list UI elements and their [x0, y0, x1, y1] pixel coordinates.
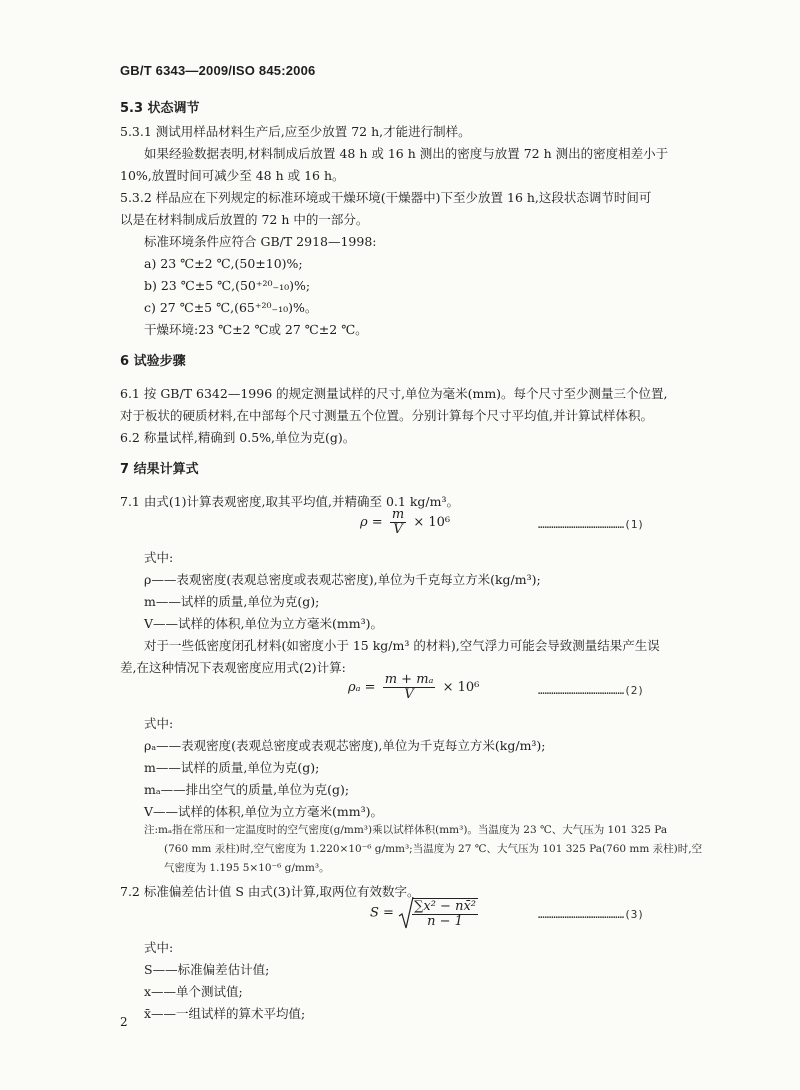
formula-3-denominator: n − 1	[427, 913, 463, 929]
text-line-s531b: 如果经验数据表明,材料制成后放置 48 h 或 16 h 测出的密度与放置 72 h 测出的密度相差小于	[144, 146, 669, 161]
text-line-d3c: x̄——一组试样的算术平均值;	[144, 1006, 306, 1021]
formula-2-denominator: V	[404, 687, 414, 702]
text-line-s532cc: c) 27 ℃±5 ℃,(65⁺²⁰₋₁₀)%。	[144, 300, 318, 315]
text-line-s61b: 对于板状的硬质材料,在中部每个尺寸测量五个位置。分别计算每个尺寸平均值,并计算试样体积。	[120, 408, 653, 423]
text-line-d1a: ρ——表观密度(表观总密度或表观芯密度),单位为千克每立方米(kg/m³);	[144, 572, 541, 587]
formula-2-lhs: ρₐ	[348, 680, 361, 695]
formula-3-sqrt	[398, 896, 481, 930]
text-line-d2d: V——试样的体积,单位为立方毫米(mm³)。	[144, 804, 383, 819]
text-line-d2b: m——试样的质量,单位为克(g);	[144, 760, 320, 775]
text-line-wz1: 式中:	[144, 550, 174, 565]
standard-header: GB/T 6343—2009/ISO 845:2006	[120, 63, 316, 78]
text-line-n3: 气密度为 1.195 5×10⁻⁶ g/mm³。	[164, 862, 330, 874]
formula-1-denominator: V	[393, 522, 403, 537]
text-line-s532: 5.3.2 样品应在下列规定的标准环境或干燥环境(干燥器中)下至少放置 16 h,这段状态调节时间可	[120, 190, 652, 205]
text-line-s532bb: b) 23 ℃±5 ℃,(50⁺²⁰₋₁₀)%;	[144, 278, 311, 293]
text-line-s72: 7.2 标准偏差估计值 S 由式(3)计算,取两位有效数字。	[120, 884, 420, 899]
formula-2-fraction	[383, 673, 436, 702]
text-line-s7: 7 结果计算式	[120, 462, 199, 477]
equation-number-3: …………………………………(3)	[538, 908, 644, 921]
formula-1-numerator: m	[391, 507, 405, 522]
text-line-wz3: 式中:	[144, 940, 174, 955]
text-line-s61: 6.1 按 GB/T 6342—1996 的规定测量试样的尺寸,单位为毫米(mm)。每个尺寸至少测量三个位置,	[120, 386, 668, 401]
formula-2-tail: × 10⁶	[442, 680, 480, 695]
equation-number-2: …………………………………(2)	[538, 684, 644, 697]
text-line-s532d: 干燥环境:23 ℃±2 ℃或 27 ℃±2 ℃。	[144, 322, 368, 337]
text-line-s532c: 标准环境条件应符合 GB/T 2918—1998:	[144, 234, 377, 249]
text-line-d2a: ρₐ——表观密度(表观总密度或表观芯密度),单位为千克每立方米(kg/m³);	[144, 738, 546, 753]
formula-1	[360, 508, 450, 537]
text-line-d1c: V——试样的体积,单位为立方毫米(mm³)。	[144, 616, 383, 631]
text-line-d3b: x——单个测试值;	[144, 984, 243, 999]
text-line-s71: 7.1 由式(1)计算表观密度,取其平均值,并精确至 0.1 kg/m³。	[120, 494, 459, 509]
formula-3-fraction	[412, 898, 478, 929]
equation-number-1: …………………………………(1)	[538, 518, 644, 531]
text-line-s6: 6 试验步骤	[120, 354, 186, 369]
formula-1-tail: × 10⁶	[413, 515, 451, 530]
text-line-s532b: 以是在材料制成后放置的 72 h 中的一部分。	[120, 212, 369, 227]
text-line-s532a: a) 23 ℃±2 ℃,(50±10)%;	[144, 256, 303, 271]
text-line-d2c: mₐ——排出空气的质量,单位为克(g);	[144, 782, 350, 797]
text-line-s62: 6.2 称量试样,精确到 0.5%,单位为克(g)。	[120, 430, 356, 445]
formula-2-eq: =	[364, 680, 376, 695]
text-line-d3a: S——标准偏差估计值;	[144, 962, 270, 977]
formula-3-numerator: ∑x² − nx̄²	[414, 898, 476, 914]
formula-3-eq: =	[383, 905, 394, 921]
text-line-s53: 5.3 状态调节	[120, 101, 200, 116]
page-number: 2	[120, 1015, 128, 1029]
formula-3-lhs: S	[370, 905, 379, 921]
text-line-p1b: 差,在这种情况下表观密度应用式(2)计算:	[120, 660, 346, 675]
text-line-p1: 对于一些低密度闭孔材料(如密度小于 15 kg/m³ 的材料),空气浮力可能会导致测量结果产生误	[144, 638, 660, 653]
formula-1-fraction	[390, 508, 406, 537]
formula-1-lhs: ρ	[360, 515, 368, 530]
text-line-wz2: 式中:	[144, 716, 174, 731]
text-line-n1: 注:mₐ指在常压和一定温度时的空气密度(g/mm³)乘以试样体积(mm³)。当温度为 23 ℃、大气压为 101 325 Pa	[144, 824, 668, 836]
formula-1-eq: =	[371, 515, 383, 530]
text-line-n2: (760 mm 汞柱)时,空气密度为 1.220×10⁻⁶ g/mm³;当温度为 27 ℃、大气压为 101 325 Pa(760 mm 汞柱)时,空	[164, 843, 703, 855]
text-line-s531: 5.3.1 测试用样品材料生产后,应至少放置 72 h,才能进行制样。	[120, 124, 471, 139]
text-line-s531c: 10%,放置时间可减少至 48 h 或 16 h。	[120, 168, 345, 183]
formula-2	[348, 673, 479, 702]
formula-3	[370, 896, 481, 930]
formula-2-numerator: m + mₐ	[384, 672, 434, 687]
text-line-d1b: m——试样的质量,单位为克(g);	[144, 594, 320, 609]
